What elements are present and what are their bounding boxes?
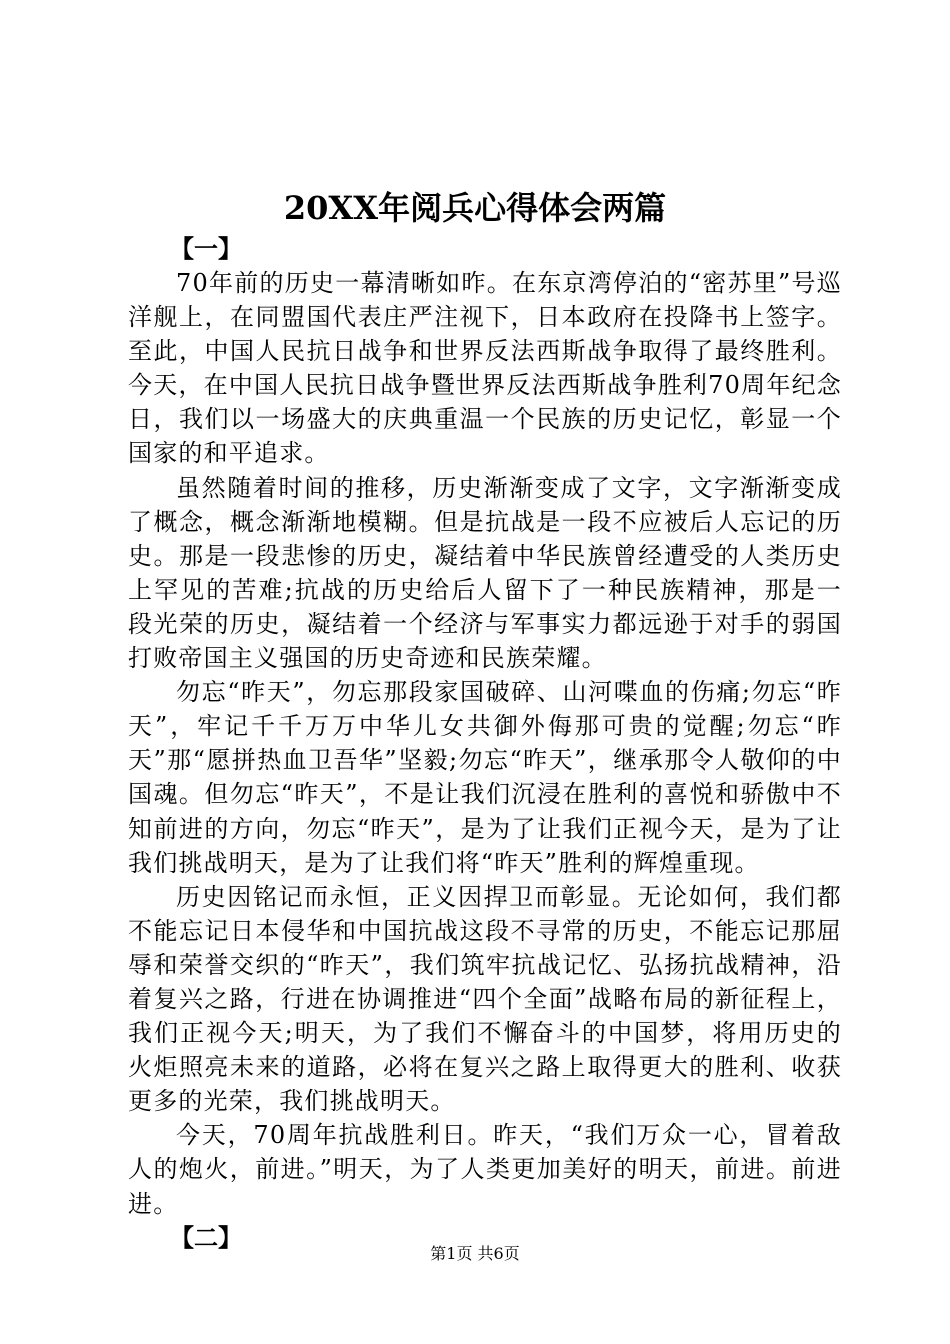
document-body <box>128 232 842 1255</box>
paragraph: 历史因铭记而永恒，正义因捍卫而彰显。无论如何，我们都不能忘记日本侵华和中国抗战这段不寻常的历史，不能忘记那屈辱和荣誉交织的“昨天”，我们筑牢抗战记忆、弘扬抗战精神，沿着复兴之路，行进在协调推进“四个全面”战略布局的新征程上，我们正视今天;明天，为了我们不懈奋斗的中国梦，将用历史的火炬照亮未来的道路，必将在复兴之路上取得更大的胜利、收获更多的光荣，我们挑战明天。 <box>128 882 842 1116</box>
paragraph: 70年前的历史一幕清晰如昨。在东京湾停泊的“密苏里”号巡洋舰上，在同盟国代表庄严注视下，日本政府在投降书上签字。至此，中国人民抗日战争和世界反法西斯战争取得了最终胜利。今天，在中国人民抗日战争暨世界反法西斯战争胜利70周年纪念日，我们以一场盛大的庆典重温一个民族的历史记忆，彰显一个国家的和平追求。 <box>128 269 842 468</box>
page-number-footer: 第1页 共6页 <box>430 1244 520 1263</box>
document-title: 20XX年阅兵心得体会两篇 <box>283 189 667 227</box>
paragraph: 今天，70周年抗战胜利日。昨天，“我们万众一心，冒着敌人的炮火，前进。”明天，为了人类更加美好的明天，前进。前进进。 <box>128 1121 842 1218</box>
section-heading-one: 【一】 <box>170 234 242 263</box>
paragraph: 虽然随着时间的推移，历史渐渐变成了文字，文字渐渐变成了概念，概念渐渐地模糊。但是抗战是一段不应被后人忘记的历史。那是一段悲惨的历史，凝结着中华民族曾经遭受的人类历史上罕见的苦难;抗战的历史给后人留下了一种民族精神，那是一段光荣的历史，凝结着一个经济与军事实力都远逊于对手的弱国打败帝国主义强国的历史奇迹和民族荣耀。 <box>128 473 842 673</box>
paragraph: 勿忘“昨天”，勿忘那段家国破碎、山河喋血的伤痛;勿忘“昨天”，牢记千千万万中华儿女共御外侮那可贵的觉醒;勿忘“昨天”那“愿拼热血卫吾华”坚毅;勿忘“昨天”，继承那令人敬仰的中国魂。但勿忘“昨天”，不是让我们沉浸在胜利的喜悦和骄傲中不知前进的方向，勿忘“昨天”，是为了让我们正视今天，是为了让我们挑战明天，是为了让我们将“昨天”胜利的辉煌重现。 <box>128 678 842 877</box>
section-heading-two: 【二】 <box>170 1222 242 1252</box>
